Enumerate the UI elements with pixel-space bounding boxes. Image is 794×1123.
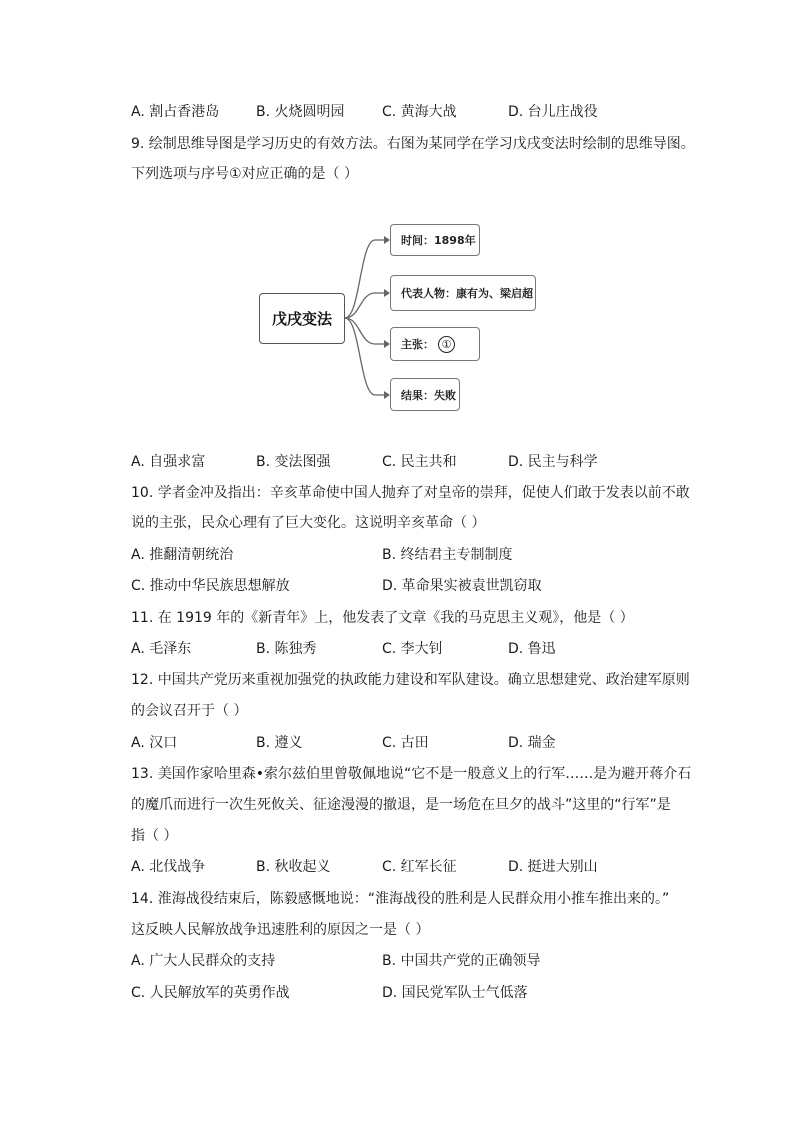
q8-option-a: A. 割占香港岛 bbox=[131, 104, 220, 120]
q10-option-a: A. 推翻清朝统治 bbox=[131, 547, 234, 563]
q10-stem-line2: 说的主张，民众心理有了巨大变化。这说明辛亥革命（ ） bbox=[131, 515, 486, 531]
mind-map-claim bbox=[390, 327, 480, 361]
mind-map-time bbox=[390, 224, 480, 256]
q12-option-d: D. 瑞金 bbox=[508, 735, 556, 751]
q8-option-d: D. 台儿庄战役 bbox=[508, 104, 598, 120]
q10-stem-line1: 10. 学者金冲及指出：辛亥革命使中国人抛弃了对皇帝的崇拜，促使人们敢于发表以前不敢 bbox=[131, 485, 690, 501]
connector-result bbox=[345, 318, 384, 395]
q9-option-d: D. 民主与科学 bbox=[508, 454, 598, 470]
q9-stem-line2: 下列选项与序号①对应正确的是（ ） bbox=[131, 166, 359, 182]
q14-option-c: C. 人民解放军的英勇作战 bbox=[131, 985, 290, 1001]
q13-option-a: A. 北伐战争 bbox=[131, 859, 206, 875]
q11-option-c: C. 李大钊 bbox=[382, 641, 443, 657]
q13-option-b: B. 秋收起义 bbox=[256, 859, 331, 875]
q13-stem-line3: 指（ ） bbox=[131, 828, 178, 844]
q12-option-a: A. 汉口 bbox=[131, 735, 178, 751]
mind-map-center: 戊戌变法 bbox=[259, 293, 345, 344]
q12-option-c: C. 古田 bbox=[382, 735, 429, 751]
mind-map-claim-label: 主张： bbox=[401, 338, 434, 351]
mind-map-people bbox=[390, 275, 536, 311]
circled-one-marker: ① bbox=[438, 336, 455, 353]
mind-map-people-label: 代表人物：康有为、梁启超 bbox=[401, 287, 533, 300]
q10-option-b: B. 终结君主专制制度 bbox=[382, 547, 513, 563]
q12-stem-line1: 12. 中国共产党历来重视加强党的执政能力建设和军队建设。确立思想建党、政治建军原则 bbox=[131, 672, 690, 688]
mind-map-result bbox=[390, 378, 460, 411]
mind-map-time-label: 时间：1898年 bbox=[401, 234, 476, 247]
q9-option-b: B. 变法图强 bbox=[256, 454, 331, 470]
q12-stem-line2: 的会议召开于（ ） bbox=[131, 703, 248, 719]
connector-time bbox=[345, 240, 384, 318]
q13-option-d: D. 挺进大别山 bbox=[508, 859, 598, 875]
q9-option-c: C. 民主共和 bbox=[382, 454, 457, 470]
q8-option-b: B. 火烧圆明园 bbox=[256, 104, 345, 120]
q10-option-c: C. 推动中华民族思想解放 bbox=[131, 578, 290, 594]
q8-option-c: C. 黄海大战 bbox=[382, 104, 457, 120]
q11-option-a: A. 毛泽东 bbox=[131, 641, 192, 657]
q14-stem-line1: 14. 淮海战役结束后，陈毅感慨地说：“淮海战役的胜利是人民群众用小推车推出来的。” bbox=[131, 891, 670, 907]
q14-stem-line2: 这反映人民解放战争迅速胜利的原因之一是（ ） bbox=[131, 922, 430, 938]
q13-option-c: C. 红军长征 bbox=[382, 859, 457, 875]
q14-option-a: A. 广大人民群众的支持 bbox=[131, 953, 276, 969]
mind-map-result-label: 结果：失败 bbox=[401, 388, 456, 402]
q10-option-d: D. 革命果实被袁世凯窃取 bbox=[382, 578, 542, 594]
q9-option-a: A. 自强求富 bbox=[131, 454, 206, 470]
q14-option-d: D. 国民党军队士气低落 bbox=[382, 985, 528, 1001]
q13-stem-line1: 13. 美国作家哈里森•索尔兹伯里曾敬佩地说“它不是一般意义上的行军……是为避开蒋介石 bbox=[131, 766, 692, 782]
q13-stem-line2: 的魔爪而进行一次生死攸关、征途漫漫的撤退，是一场危在旦夕的战斗”这里的“行军”是 bbox=[131, 797, 671, 813]
q14-option-b: B. 中国共产党的正确领导 bbox=[382, 953, 541, 969]
q11-stem-line1: 11. 在 1919 年的《新青年》上，他发表了文章《我的马克思主义观》，他是（ ） bbox=[131, 610, 634, 626]
q12-option-b: B. 遵义 bbox=[256, 735, 303, 751]
q11-option-d: D. 鲁迅 bbox=[508, 641, 556, 657]
q9-stem-line1: 9. 绘制思维导图是学习历史的有效方法。右图为某同学在学习戊戌变法时绘制的思维导图。 bbox=[131, 136, 695, 152]
q11-option-b: B. 陈独秀 bbox=[256, 641, 317, 657]
